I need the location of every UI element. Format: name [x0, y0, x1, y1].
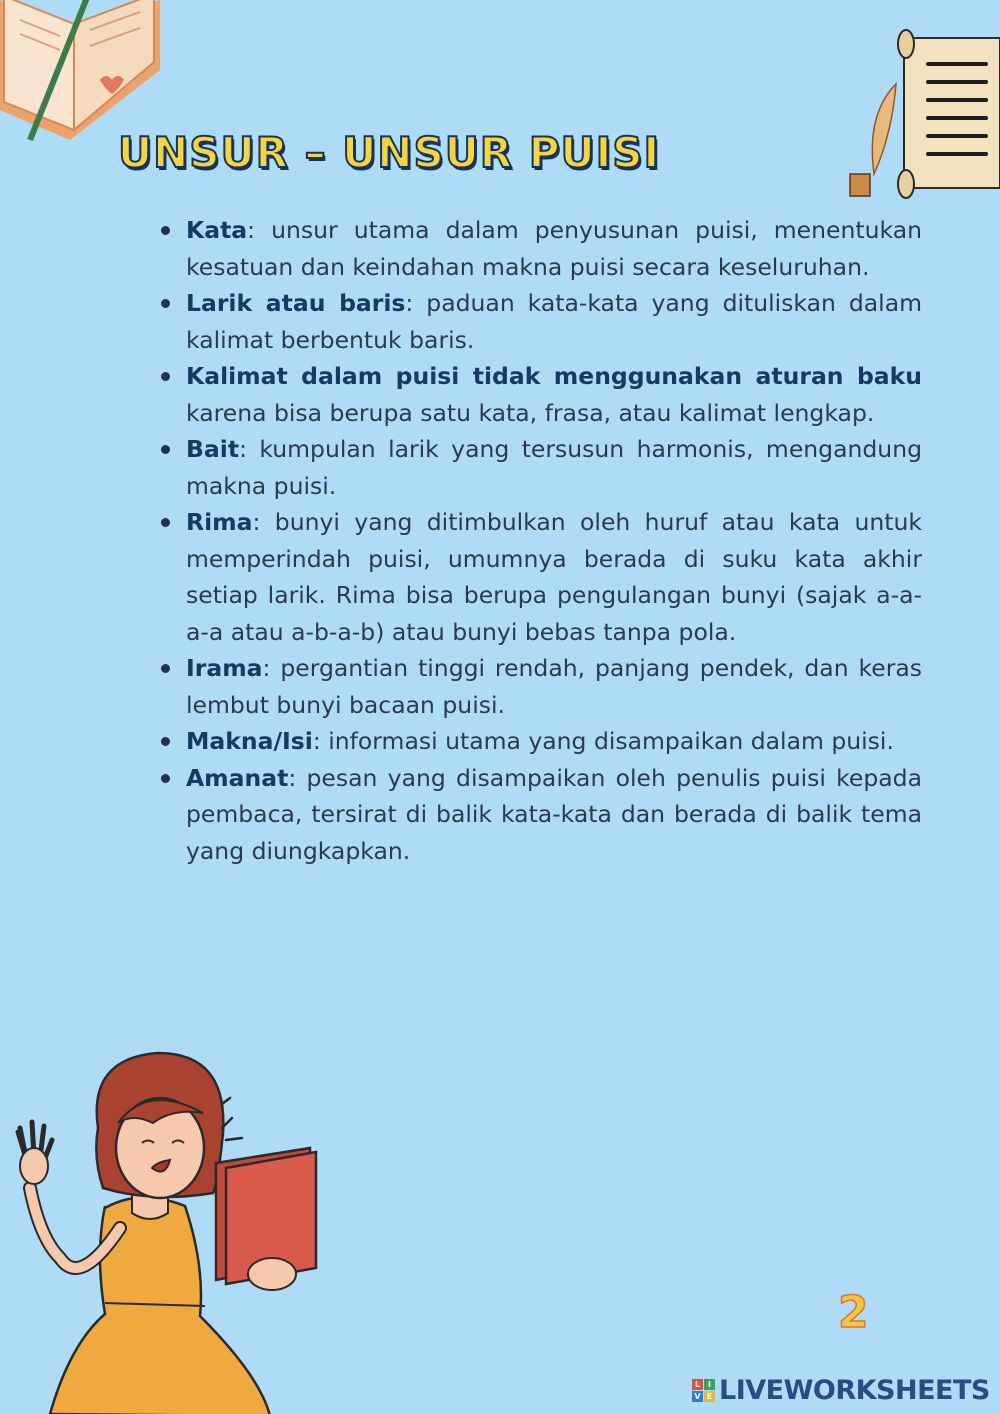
list-item — [186, 358, 922, 431]
logo-letter: I — [704, 1379, 715, 1390]
list-item-term: Bait — [186, 435, 240, 463]
page-number: 2 — [838, 1287, 869, 1338]
logo-letter: L — [692, 1379, 703, 1390]
list-item — [186, 760, 922, 870]
list-item — [186, 212, 922, 285]
girl-reading-book-illustration — [10, 1048, 330, 1414]
scroll-quill-icon — [846, 24, 1000, 204]
list-item-term: Irama — [186, 654, 263, 682]
list-item — [186, 650, 922, 723]
list-item — [186, 723, 922, 760]
liveworksheets-brand[interactable] — [692, 1375, 990, 1406]
list-item — [186, 504, 922, 650]
logo-letter: V — [692, 1391, 703, 1402]
list-item-term: Kata — [186, 216, 248, 244]
brand-name: LIVEWORKSHEETS — [719, 1375, 990, 1406]
list-item — [186, 431, 922, 504]
list-item-text: : kumpulan larik yang tersusun harmonis, mengandung makna puisi. — [186, 435, 922, 500]
list-item-term: Amanat — [186, 763, 289, 792]
list-item-text: : bunyi yang ditimbulkan oleh huruf atau kata untuk memperindah puisi, umumnya berada di suku kata akhir setiap larik. Rima bisa berupa pengulangan bunyi (sajak a-a-a-a atau a-b-a-b) atau bunyi bebas tanpa pola. — [186, 508, 922, 646]
list-item-text: : unsur utama dalam penyusunan puisi, menentukan kesatuan dan keindahan makna puisi secara keseluruhan. — [186, 216, 922, 281]
list-item-term: Kalimat dalam puisi tidak menggunakan aturan baku — [186, 362, 922, 390]
list-item-text: : paduan kata-kata yang dituliskan dalam kalimat berbentuk baris. — [186, 289, 922, 354]
list-item-term: Rima — [186, 508, 253, 536]
list-item-text: : pesan yang disampaikan oleh penulis puisi kepada pembaca, tersirat di balik kata-kata dan berada di balik tema yang diungkapkan. — [186, 763, 922, 865]
liveworksheets-logo-icon — [692, 1379, 715, 1402]
logo-letter: E — [704, 1391, 715, 1402]
list-item-term: Larik atau baris — [186, 289, 406, 317]
list-item-text: karena bisa berupa satu kata, frasa, atau kalimat lengkap. — [186, 398, 875, 427]
list-item — [186, 285, 922, 358]
page-title: UNSUR – UNSUR PUISI — [118, 128, 661, 177]
list-item-text: : informasi utama yang disampaikan dalam puisi. — [312, 727, 894, 755]
list-item-text: : pergantian tinggi rendah, panjang pendek, dan keras lembut bunyi bacaan puisi. — [186, 654, 922, 719]
list-item-term: Makna/Isi — [186, 727, 313, 755]
elements-list — [158, 212, 922, 869]
